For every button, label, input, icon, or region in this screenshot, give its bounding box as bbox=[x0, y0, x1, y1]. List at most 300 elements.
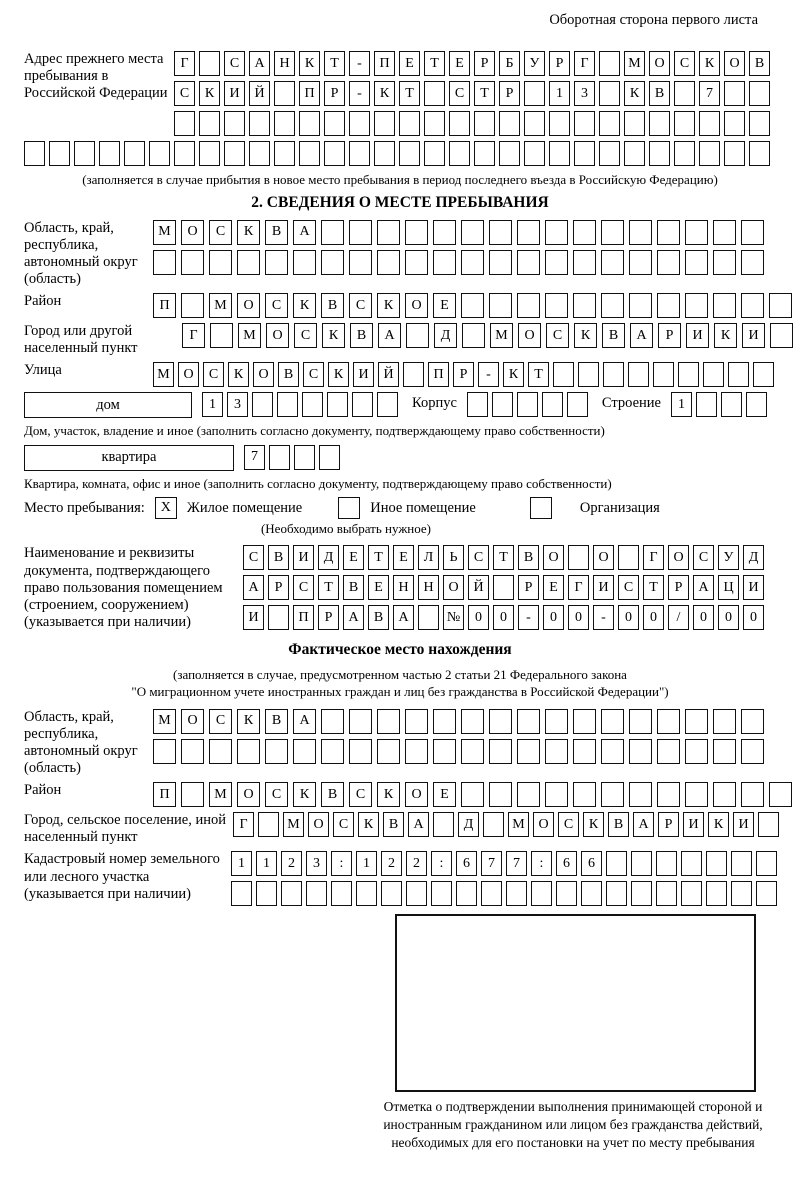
char-cell[interactable] bbox=[499, 111, 520, 136]
char-cell[interactable] bbox=[209, 739, 232, 764]
char-cell[interactable] bbox=[356, 881, 377, 906]
char-cell[interactable]: С bbox=[174, 81, 195, 106]
char-cell[interactable] bbox=[545, 220, 568, 245]
char-cell[interactable] bbox=[685, 250, 708, 275]
char-cell[interactable] bbox=[657, 739, 680, 764]
char-cell[interactable]: Г bbox=[643, 545, 664, 570]
char-cell[interactable] bbox=[706, 851, 727, 876]
char-cell[interactable] bbox=[573, 709, 596, 734]
char-cell[interactable]: О bbox=[543, 545, 564, 570]
char-cell[interactable] bbox=[405, 739, 428, 764]
char-cell[interactable] bbox=[618, 545, 639, 570]
char-cell[interactable] bbox=[481, 881, 502, 906]
char-cell[interactable] bbox=[524, 111, 545, 136]
char-cell[interactable] bbox=[706, 881, 727, 906]
char-cell[interactable] bbox=[377, 739, 400, 764]
char-cell[interactable]: С bbox=[209, 220, 232, 245]
char-cell[interactable] bbox=[249, 141, 270, 166]
char-cell[interactable]: И bbox=[683, 812, 704, 837]
char-cell[interactable] bbox=[461, 250, 484, 275]
char-cell[interactable]: 7 bbox=[506, 851, 527, 876]
char-cell[interactable] bbox=[685, 739, 708, 764]
char-cell[interactable] bbox=[299, 111, 320, 136]
char-cell[interactable] bbox=[628, 362, 649, 387]
char-cell[interactable]: Т bbox=[493, 545, 514, 570]
char-cell[interactable] bbox=[403, 362, 424, 387]
char-cell[interactable] bbox=[545, 250, 568, 275]
char-cell[interactable] bbox=[199, 111, 220, 136]
char-cell[interactable]: И bbox=[742, 323, 765, 348]
char-cell[interactable] bbox=[268, 605, 289, 630]
house-type-box[interactable]: дом bbox=[24, 392, 192, 418]
char-cell[interactable] bbox=[462, 323, 485, 348]
char-cell[interactable]: Й bbox=[378, 362, 399, 387]
char-cell[interactable] bbox=[545, 709, 568, 734]
char-cell[interactable] bbox=[606, 881, 627, 906]
char-cell[interactable] bbox=[724, 111, 745, 136]
char-cell[interactable] bbox=[461, 220, 484, 245]
char-cell[interactable] bbox=[629, 250, 652, 275]
char-cell[interactable] bbox=[199, 141, 220, 166]
char-cell[interactable]: А bbox=[343, 605, 364, 630]
char-cell[interactable]: К bbox=[299, 51, 320, 76]
char-cell[interactable] bbox=[406, 881, 427, 906]
char-cell[interactable] bbox=[474, 141, 495, 166]
char-cell[interactable]: О bbox=[181, 709, 204, 734]
char-cell[interactable] bbox=[741, 739, 764, 764]
char-cell[interactable] bbox=[321, 709, 344, 734]
char-cell[interactable]: Е bbox=[433, 293, 456, 318]
char-cell[interactable]: Й bbox=[249, 81, 270, 106]
char-cell[interactable] bbox=[524, 81, 545, 106]
char-cell[interactable]: Е bbox=[543, 575, 564, 600]
char-cell[interactable]: П bbox=[293, 605, 314, 630]
char-cell[interactable] bbox=[489, 709, 512, 734]
char-cell[interactable] bbox=[574, 111, 595, 136]
char-cell[interactable] bbox=[657, 709, 680, 734]
char-cell[interactable] bbox=[153, 739, 176, 764]
char-cell[interactable]: К bbox=[237, 709, 260, 734]
char-cell[interactable] bbox=[631, 881, 652, 906]
char-cell[interactable] bbox=[493, 575, 514, 600]
char-cell[interactable]: Г bbox=[233, 812, 254, 837]
char-cell[interactable] bbox=[399, 141, 420, 166]
char-cell[interactable] bbox=[199, 51, 220, 76]
char-cell[interactable] bbox=[549, 111, 570, 136]
char-cell[interactable]: О bbox=[237, 293, 260, 318]
char-cell[interactable] bbox=[456, 881, 477, 906]
char-cell[interactable] bbox=[601, 739, 624, 764]
char-cell[interactable]: Г bbox=[174, 51, 195, 76]
char-cell[interactable]: И bbox=[293, 545, 314, 570]
char-cell[interactable] bbox=[753, 362, 774, 387]
char-cell[interactable]: О bbox=[181, 220, 204, 245]
char-cell[interactable] bbox=[321, 739, 344, 764]
char-cell[interactable]: 0 bbox=[543, 605, 564, 630]
char-cell[interactable]: К bbox=[374, 81, 395, 106]
char-cell[interactable]: У bbox=[524, 51, 545, 76]
char-cell[interactable] bbox=[674, 141, 695, 166]
char-cell[interactable]: С bbox=[349, 293, 372, 318]
char-cell[interactable]: 7 bbox=[699, 81, 720, 106]
char-cell[interactable]: Д bbox=[318, 545, 339, 570]
char-cell[interactable] bbox=[424, 111, 445, 136]
char-cell[interactable]: Е bbox=[368, 575, 389, 600]
char-cell[interactable]: 6 bbox=[581, 851, 602, 876]
char-cell[interactable] bbox=[741, 220, 764, 245]
char-cell[interactable]: В bbox=[608, 812, 629, 837]
char-cell[interactable] bbox=[631, 851, 652, 876]
char-cell[interactable] bbox=[327, 392, 348, 417]
char-cell[interactable] bbox=[405, 709, 428, 734]
char-cell[interactable]: С bbox=[546, 323, 569, 348]
char-cell[interactable] bbox=[274, 111, 295, 136]
char-cell[interactable] bbox=[728, 362, 749, 387]
char-cell[interactable]: С bbox=[674, 51, 695, 76]
char-cell[interactable]: О bbox=[405, 782, 428, 807]
char-cell[interactable]: 2 bbox=[381, 851, 402, 876]
char-cell[interactable] bbox=[405, 220, 428, 245]
char-cell[interactable] bbox=[377, 392, 398, 417]
char-cell[interactable] bbox=[741, 250, 764, 275]
char-cell[interactable]: И bbox=[733, 812, 754, 837]
char-cell[interactable] bbox=[545, 782, 568, 807]
char-cell[interactable] bbox=[433, 812, 454, 837]
char-cell[interactable]: К bbox=[714, 323, 737, 348]
char-cell[interactable] bbox=[299, 141, 320, 166]
char-cell[interactable] bbox=[424, 81, 445, 106]
char-cell[interactable]: 0 bbox=[743, 605, 764, 630]
char-cell[interactable] bbox=[721, 392, 742, 417]
char-cell[interactable] bbox=[405, 250, 428, 275]
char-cell[interactable]: О bbox=[308, 812, 329, 837]
char-cell[interactable]: С bbox=[203, 362, 224, 387]
char-cell[interactable]: К bbox=[624, 81, 645, 106]
char-cell[interactable] bbox=[377, 709, 400, 734]
char-cell[interactable]: - bbox=[478, 362, 499, 387]
char-cell[interactable]: И bbox=[243, 605, 264, 630]
char-cell[interactable] bbox=[606, 851, 627, 876]
char-cell[interactable] bbox=[685, 782, 708, 807]
char-cell[interactable] bbox=[331, 881, 352, 906]
char-cell[interactable]: К bbox=[237, 220, 260, 245]
char-cell[interactable]: А bbox=[393, 605, 414, 630]
char-cell[interactable] bbox=[489, 293, 512, 318]
char-cell[interactable] bbox=[349, 250, 372, 275]
char-cell[interactable] bbox=[274, 141, 295, 166]
char-cell[interactable]: И bbox=[743, 575, 764, 600]
char-cell[interactable] bbox=[573, 293, 596, 318]
char-cell[interactable]: Е bbox=[449, 51, 470, 76]
char-cell[interactable]: 0 bbox=[693, 605, 714, 630]
char-cell[interactable]: И bbox=[224, 81, 245, 106]
char-cell[interactable] bbox=[685, 293, 708, 318]
char-cell[interactable] bbox=[601, 220, 624, 245]
char-cell[interactable] bbox=[517, 392, 538, 417]
char-cell[interactable]: И bbox=[686, 323, 709, 348]
char-cell[interactable]: Т bbox=[318, 575, 339, 600]
char-cell[interactable] bbox=[724, 81, 745, 106]
char-cell[interactable] bbox=[553, 362, 574, 387]
char-cell[interactable] bbox=[770, 323, 793, 348]
char-cell[interactable] bbox=[449, 111, 470, 136]
char-cell[interactable] bbox=[599, 51, 620, 76]
char-cell[interactable] bbox=[433, 220, 456, 245]
char-cell[interactable] bbox=[769, 782, 792, 807]
char-cell[interactable]: П bbox=[428, 362, 449, 387]
char-cell[interactable] bbox=[277, 392, 298, 417]
char-cell[interactable] bbox=[374, 111, 395, 136]
char-cell[interactable]: В bbox=[350, 323, 373, 348]
char-cell[interactable]: С bbox=[265, 293, 288, 318]
char-cell[interactable] bbox=[449, 141, 470, 166]
char-cell[interactable]: А bbox=[693, 575, 714, 600]
char-cell[interactable] bbox=[542, 392, 563, 417]
char-cell[interactable] bbox=[581, 881, 602, 906]
char-cell[interactable]: : bbox=[531, 851, 552, 876]
char-cell[interactable]: О bbox=[724, 51, 745, 76]
char-cell[interactable] bbox=[249, 111, 270, 136]
char-cell[interactable] bbox=[603, 362, 624, 387]
char-cell[interactable]: М bbox=[153, 362, 174, 387]
char-cell[interactable]: Р bbox=[318, 605, 339, 630]
char-cell[interactable]: : bbox=[331, 851, 352, 876]
char-cell[interactable] bbox=[756, 851, 777, 876]
char-cell[interactable]: О bbox=[533, 812, 554, 837]
char-cell[interactable]: О bbox=[518, 323, 541, 348]
char-cell[interactable] bbox=[321, 220, 344, 245]
char-cell[interactable]: 1 bbox=[202, 392, 223, 417]
char-cell[interactable] bbox=[483, 812, 504, 837]
char-cell[interactable]: А bbox=[293, 709, 316, 734]
char-cell[interactable] bbox=[349, 739, 372, 764]
char-cell[interactable]: В bbox=[518, 545, 539, 570]
char-cell[interactable] bbox=[461, 782, 484, 807]
char-cell[interactable] bbox=[374, 141, 395, 166]
char-cell[interactable] bbox=[568, 545, 589, 570]
char-cell[interactable]: П bbox=[153, 293, 176, 318]
char-cell[interactable]: Р bbox=[668, 575, 689, 600]
char-cell[interactable]: Г bbox=[182, 323, 205, 348]
char-cell[interactable] bbox=[324, 111, 345, 136]
checkbox-zhiloe[interactable]: X bbox=[155, 497, 177, 519]
char-cell[interactable]: Д bbox=[434, 323, 457, 348]
char-cell[interactable]: 6 bbox=[556, 851, 577, 876]
char-cell[interactable] bbox=[556, 881, 577, 906]
char-cell[interactable]: О bbox=[266, 323, 289, 348]
char-cell[interactable]: Т bbox=[368, 545, 389, 570]
char-cell[interactable]: В bbox=[321, 293, 344, 318]
char-cell[interactable] bbox=[124, 141, 145, 166]
char-cell[interactable] bbox=[713, 293, 736, 318]
char-cell[interactable]: К bbox=[322, 323, 345, 348]
char-cell[interactable]: К bbox=[377, 782, 400, 807]
char-cell[interactable] bbox=[629, 293, 652, 318]
char-cell[interactable]: А bbox=[633, 812, 654, 837]
char-cell[interactable] bbox=[293, 739, 316, 764]
char-cell[interactable]: К bbox=[377, 293, 400, 318]
char-cell[interactable]: 2 bbox=[281, 851, 302, 876]
char-cell[interactable]: Д bbox=[458, 812, 479, 837]
char-cell[interactable] bbox=[567, 392, 588, 417]
char-cell[interactable] bbox=[713, 739, 736, 764]
char-cell[interactable] bbox=[699, 141, 720, 166]
char-cell[interactable]: 1 bbox=[549, 81, 570, 106]
char-cell[interactable] bbox=[756, 881, 777, 906]
char-cell[interactable] bbox=[749, 81, 770, 106]
char-cell[interactable] bbox=[517, 220, 540, 245]
char-cell[interactable]: У bbox=[718, 545, 739, 570]
char-cell[interactable]: 0 bbox=[643, 605, 664, 630]
char-cell[interactable] bbox=[724, 141, 745, 166]
char-cell[interactable] bbox=[418, 605, 439, 630]
char-cell[interactable]: И bbox=[593, 575, 614, 600]
char-cell[interactable]: К bbox=[293, 293, 316, 318]
char-cell[interactable]: В bbox=[649, 81, 670, 106]
char-cell[interactable] bbox=[517, 293, 540, 318]
char-cell[interactable]: С bbox=[468, 545, 489, 570]
char-cell[interactable]: С bbox=[209, 709, 232, 734]
char-cell[interactable] bbox=[324, 141, 345, 166]
char-cell[interactable]: Т bbox=[528, 362, 549, 387]
char-cell[interactable]: Л bbox=[418, 545, 439, 570]
char-cell[interactable] bbox=[461, 739, 484, 764]
char-cell[interactable] bbox=[703, 362, 724, 387]
char-cell[interactable]: 7 bbox=[481, 851, 502, 876]
char-cell[interactable]: О bbox=[593, 545, 614, 570]
char-cell[interactable] bbox=[424, 141, 445, 166]
char-cell[interactable] bbox=[629, 739, 652, 764]
char-cell[interactable]: С bbox=[618, 575, 639, 600]
char-cell[interactable] bbox=[746, 392, 767, 417]
char-cell[interactable]: М bbox=[153, 709, 176, 734]
char-cell[interactable]: Н bbox=[418, 575, 439, 600]
char-cell[interactable] bbox=[224, 141, 245, 166]
char-cell[interactable]: Р bbox=[549, 51, 570, 76]
char-cell[interactable] bbox=[573, 739, 596, 764]
char-cell[interactable]: С bbox=[294, 323, 317, 348]
char-cell[interactable]: - bbox=[349, 81, 370, 106]
char-cell[interactable]: В bbox=[749, 51, 770, 76]
char-cell[interactable]: С bbox=[558, 812, 579, 837]
char-cell[interactable] bbox=[258, 812, 279, 837]
char-cell[interactable]: О bbox=[443, 575, 464, 600]
char-cell[interactable] bbox=[524, 141, 545, 166]
char-cell[interactable]: П bbox=[374, 51, 395, 76]
char-cell[interactable]: А bbox=[243, 575, 264, 600]
char-cell[interactable]: Р bbox=[453, 362, 474, 387]
char-cell[interactable] bbox=[531, 881, 552, 906]
char-cell[interactable] bbox=[578, 362, 599, 387]
char-cell[interactable] bbox=[499, 141, 520, 166]
char-cell[interactable] bbox=[713, 782, 736, 807]
char-cell[interactable] bbox=[656, 881, 677, 906]
char-cell[interactable] bbox=[209, 250, 232, 275]
char-cell[interactable]: В bbox=[265, 220, 288, 245]
char-cell[interactable]: М bbox=[238, 323, 261, 348]
char-cell[interactable]: В bbox=[268, 545, 289, 570]
char-cell[interactable]: 0 bbox=[618, 605, 639, 630]
char-cell[interactable] bbox=[674, 111, 695, 136]
char-cell[interactable]: Т bbox=[474, 81, 495, 106]
apartment-type-box[interactable]: квартира bbox=[24, 445, 234, 471]
char-cell[interactable] bbox=[302, 392, 323, 417]
char-cell[interactable] bbox=[474, 111, 495, 136]
char-cell[interactable] bbox=[349, 220, 372, 245]
char-cell[interactable] bbox=[252, 392, 273, 417]
char-cell[interactable] bbox=[281, 881, 302, 906]
char-cell[interactable] bbox=[377, 220, 400, 245]
char-cell[interactable]: М bbox=[624, 51, 645, 76]
char-cell[interactable] bbox=[545, 293, 568, 318]
char-cell[interactable]: Р bbox=[474, 51, 495, 76]
char-cell[interactable]: М bbox=[490, 323, 513, 348]
char-cell[interactable] bbox=[517, 782, 540, 807]
char-cell[interactable]: Р bbox=[324, 81, 345, 106]
char-cell[interactable] bbox=[489, 250, 512, 275]
char-cell[interactable]: П bbox=[153, 782, 176, 807]
char-cell[interactable]: Е bbox=[399, 51, 420, 76]
char-cell[interactable] bbox=[99, 141, 120, 166]
char-cell[interactable] bbox=[649, 111, 670, 136]
char-cell[interactable]: М bbox=[209, 782, 232, 807]
char-cell[interactable]: Г bbox=[574, 51, 595, 76]
char-cell[interactable] bbox=[237, 739, 260, 764]
char-cell[interactable]: : bbox=[431, 851, 452, 876]
char-cell[interactable] bbox=[181, 782, 204, 807]
char-cell[interactable] bbox=[149, 141, 170, 166]
char-cell[interactable] bbox=[741, 293, 764, 318]
char-cell[interactable]: 7 bbox=[244, 445, 265, 470]
checkbox-organizaciya[interactable] bbox=[530, 497, 552, 519]
char-cell[interactable] bbox=[224, 111, 245, 136]
char-cell[interactable]: А bbox=[293, 220, 316, 245]
char-cell[interactable]: - bbox=[349, 51, 370, 76]
char-cell[interactable] bbox=[406, 323, 429, 348]
char-cell[interactable] bbox=[461, 709, 484, 734]
char-cell[interactable] bbox=[381, 881, 402, 906]
char-cell[interactable]: Г bbox=[568, 575, 589, 600]
char-cell[interactable] bbox=[399, 111, 420, 136]
char-cell[interactable] bbox=[349, 111, 370, 136]
char-cell[interactable] bbox=[713, 709, 736, 734]
char-cell[interactable] bbox=[294, 445, 315, 470]
char-cell[interactable]: С bbox=[303, 362, 324, 387]
char-cell[interactable] bbox=[210, 323, 233, 348]
char-cell[interactable]: 1 bbox=[231, 851, 252, 876]
char-cell[interactable] bbox=[517, 739, 540, 764]
char-cell[interactable]: К bbox=[574, 323, 597, 348]
char-cell[interactable] bbox=[492, 392, 513, 417]
char-cell[interactable] bbox=[574, 141, 595, 166]
char-cell[interactable]: № bbox=[443, 605, 464, 630]
char-cell[interactable]: Е bbox=[393, 545, 414, 570]
char-cell[interactable]: К bbox=[228, 362, 249, 387]
char-cell[interactable] bbox=[181, 293, 204, 318]
char-cell[interactable]: В bbox=[602, 323, 625, 348]
char-cell[interactable]: О bbox=[668, 545, 689, 570]
char-cell[interactable] bbox=[685, 220, 708, 245]
char-cell[interactable] bbox=[433, 739, 456, 764]
char-cell[interactable]: А bbox=[630, 323, 653, 348]
char-cell[interactable] bbox=[699, 111, 720, 136]
char-cell[interactable] bbox=[24, 141, 45, 166]
char-cell[interactable] bbox=[433, 709, 456, 734]
char-cell[interactable] bbox=[265, 250, 288, 275]
char-cell[interactable] bbox=[269, 445, 290, 470]
char-cell[interactable]: В bbox=[278, 362, 299, 387]
char-cell[interactable]: 3 bbox=[306, 851, 327, 876]
